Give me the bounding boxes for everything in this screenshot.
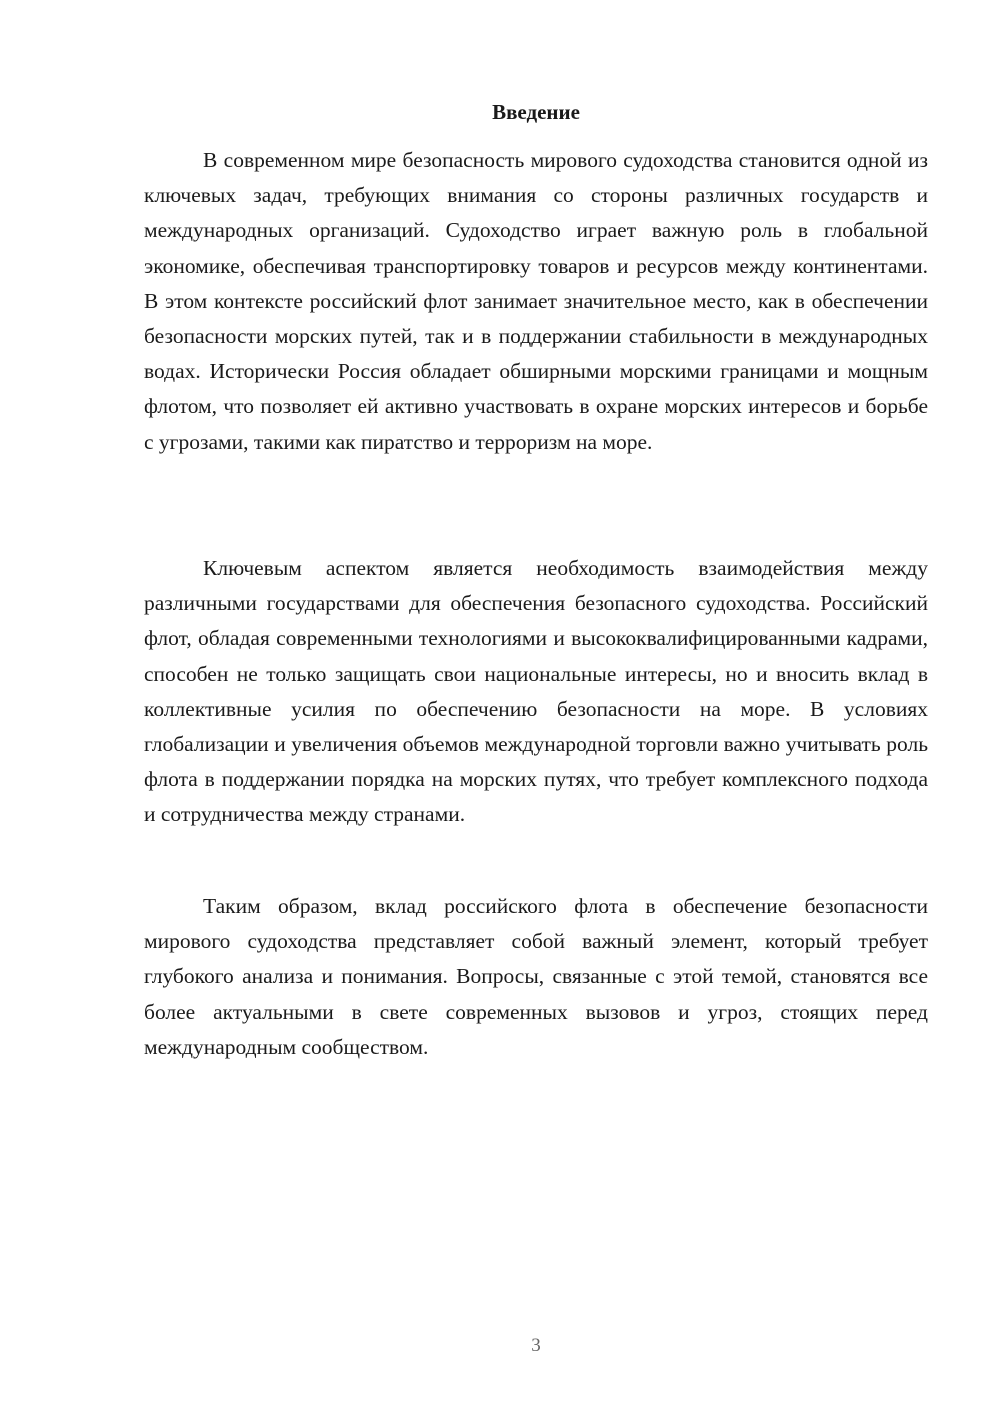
paragraph-cooperation: Ключевым аспектом является необходимость взаимодействия между различными государствами для обеспечения безопасного судоходства. Российский флот, обладая современными технологиями и высококвалифицированными кадрами, способен не только защищать свои национальные интересы, но и вносить вклад в коллективные усилия по обеспечению безопасности на море. В условиях глобализации и увеличения объемов международной торговли важно учитывать роль флота в поддержании порядка на морских путях, что требует комплексного подхода и сотрудничества между странами. — [144, 556, 928, 827]
paragraph-conclusion: Таким образом, вклад российского флота в обеспечение безопасности мирового судоходства представляет собой важный элемент, который требует глубокого анализа и понимания. Вопросы, связанные с этой темой, становятся все более актуальными в свете современных вызовов и угроз, стоящих перед международным сообществом. — [144, 894, 928, 1059]
page-number: 3 — [531, 1335, 541, 1356]
section-heading: Введение — [492, 100, 580, 124]
paragraph-intro: В современном мире безопасность мирового судоходства становится одной из ключевых задач, требующих внимания со стороны различных государств и международных организаций. Судоходство играет важную роль в глобальной экономике, обеспечивая транспортировку товаров и ресурсов между континентами. В этом контексте российский флот занимает значительное место, как в обеспечении безопасности морских путей, так и в поддержании стабильности в международных водах. Исторически Россия обладает обширными морскими границами и мощным флотом, что позволяет ей активно участвовать в охране морских интересов и борьбе с угрозами, такими как пиратство и терроризм на море. — [144, 148, 928, 454]
